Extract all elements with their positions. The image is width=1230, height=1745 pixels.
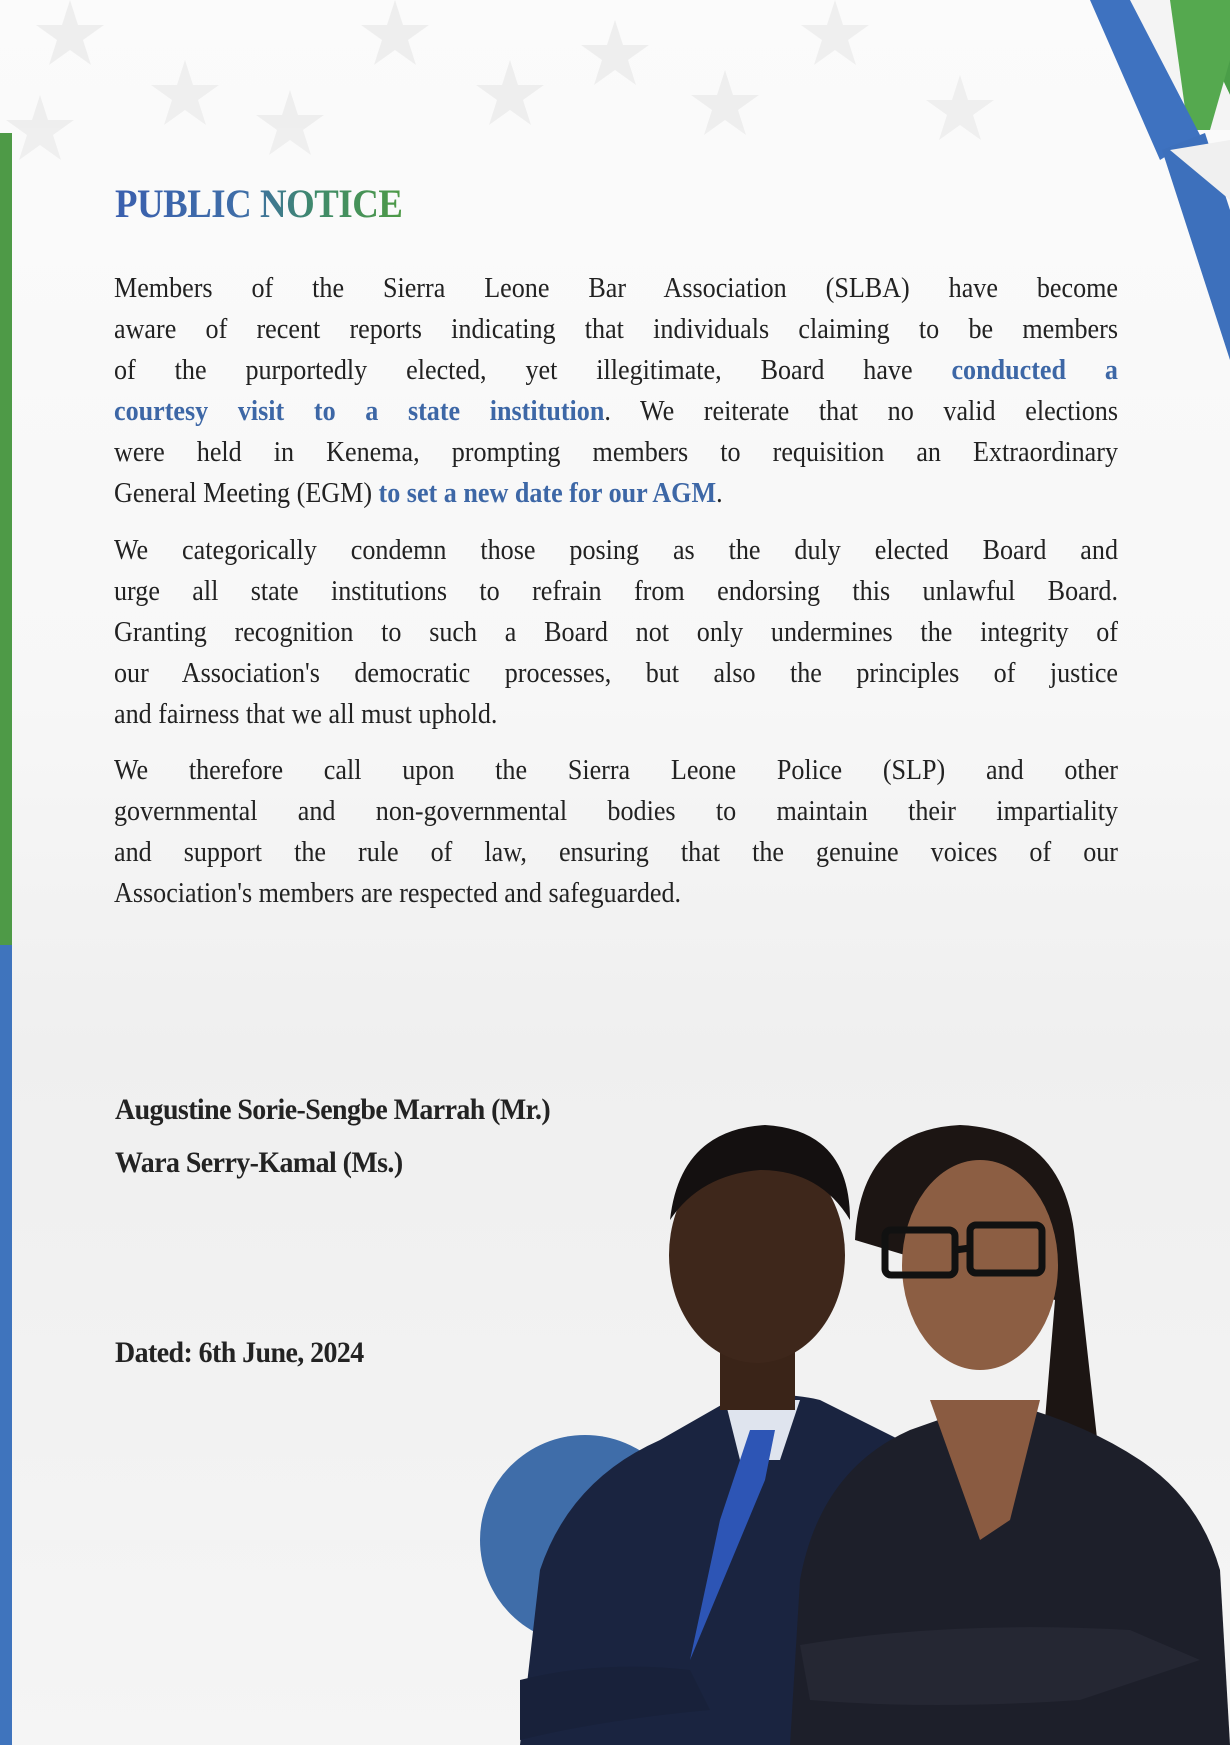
paragraph-line — [114, 694, 1118, 735]
page-title: PUBLIC NOTICE — [115, 181, 403, 226]
star-icon — [476, 60, 544, 125]
notice-paragraph — [114, 268, 1118, 514]
line-text — [114, 268, 1118, 309]
paragraph-line — [114, 612, 1118, 653]
paragraph-line — [114, 750, 1118, 791]
paragraph-line — [114, 268, 1118, 309]
text-segment: Association's members are respected and safeguarded. — [114, 877, 682, 909]
paragraph-line — [114, 873, 1118, 914]
text-segment: governmental and non-governmental bodies to maintain their impartiality — [114, 795, 1119, 827]
star-icon — [256, 90, 324, 155]
line-text — [114, 571, 1118, 612]
text-segment: our Association's democratic processes, but also the principles of justice — [114, 657, 1119, 689]
paragraph-line — [114, 791, 1118, 832]
paragraph-line — [114, 473, 1118, 514]
paragraph-line — [114, 350, 1118, 391]
blue-side-stripe — [0, 945, 12, 1745]
dated-label: Dated: 6th June, 2024 — [115, 1336, 364, 1369]
paragraph-line — [114, 832, 1118, 873]
line-text — [114, 612, 1118, 653]
signatories-photo — [480, 1100, 1230, 1745]
line-text — [114, 873, 681, 914]
text-segment: urge all state institutions to refrain from endorsing this unlawful Board. — [114, 575, 1119, 607]
text-segment: and support the rule of law, ensuring that the genuine voices of our — [114, 836, 1118, 868]
star-icon — [581, 20, 649, 85]
green-side-stripe — [0, 133, 12, 945]
line-text — [114, 750, 1118, 791]
text-segment: We categorically condemn those posing as the duly elected Board and — [114, 534, 1119, 566]
notice-paragraph — [114, 750, 1118, 914]
paragraph-line — [114, 309, 1118, 350]
line-text — [114, 832, 1118, 873]
text-segment: We therefore call upon the Sierra Leone Police (SLP) and other — [114, 754, 1119, 786]
woman-head — [902, 1160, 1058, 1370]
text-segment: . — [716, 477, 723, 509]
text-segment: aware of recent reports indicating that individuals claiming to be members — [114, 313, 1119, 345]
signatory-name: Wara Serry-Kamal (Ms.) — [115, 1146, 403, 1179]
paragraph-line — [114, 653, 1118, 694]
line-text — [114, 432, 1118, 473]
line-text — [114, 530, 1118, 571]
line-text — [114, 791, 1118, 832]
star-icon — [691, 70, 759, 135]
line-text — [114, 391, 1118, 432]
star-icon — [36, 0, 104, 65]
line-text — [114, 653, 1118, 694]
line-text — [114, 309, 1118, 350]
paragraph-line — [114, 391, 1118, 432]
text-segment: were held in Kenema, prompting members to requisition an Extraordinary — [114, 436, 1119, 468]
highlighted-phrase: to set a new date for our AGM — [378, 477, 717, 509]
star-icon — [151, 60, 219, 125]
highlighted-phrase: courtesy visit to a state institution — [114, 395, 605, 427]
paragraph-line — [114, 530, 1118, 571]
text-segment: of the purportedly elected, yet illegitimate, Board have — [114, 354, 952, 386]
text-segment: Members of the Sierra Leone Bar Association (SLBA) have become — [114, 272, 1119, 304]
highlighted-phrase: conducted a — [951, 354, 1118, 386]
paragraph-line — [114, 432, 1118, 473]
text-segment: General Meeting (EGM) — [114, 477, 379, 509]
signatory-name: Augustine Sorie-Sengbe Marrah (Mr.) — [115, 1093, 551, 1126]
text-segment: and fairness that we all must uphold. — [114, 698, 498, 730]
star-icon — [6, 95, 74, 160]
line-text — [114, 473, 723, 514]
text-segment: . We reiterate that no valid elections — [604, 395, 1119, 427]
notice-paragraph — [114, 530, 1118, 735]
star-icon — [361, 0, 429, 65]
star-icon — [801, 0, 869, 65]
line-text — [114, 694, 497, 735]
text-segment: Granting recognition to such a Board not only undermines the integrity of — [114, 616, 1119, 648]
paragraph-line — [114, 571, 1118, 612]
line-text — [114, 350, 1118, 391]
